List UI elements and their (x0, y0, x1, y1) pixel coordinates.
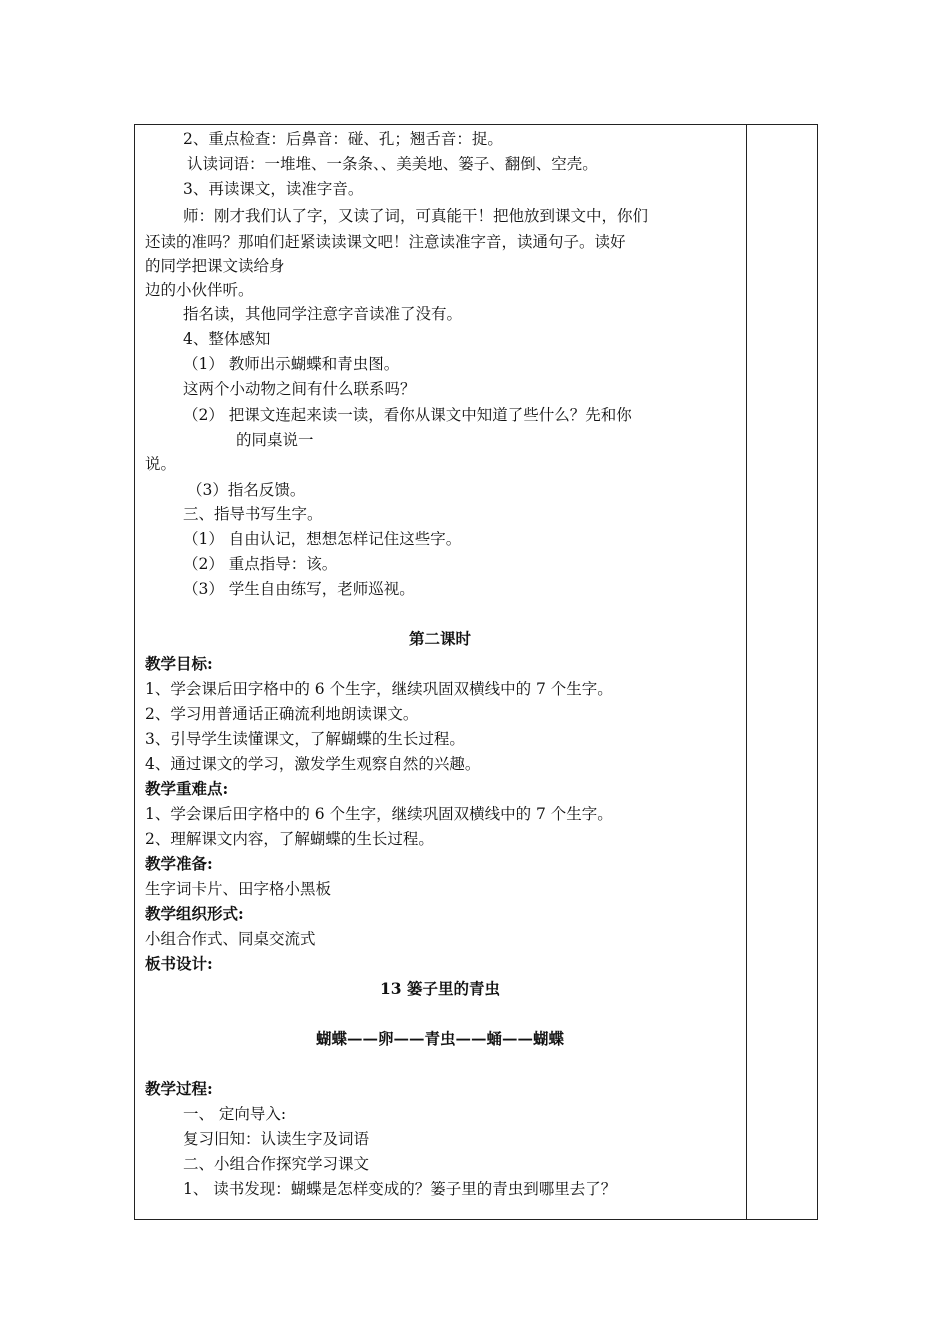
text-line: 师：刚才我们认了字，又读了词，可真能干！把他放到课文中，你们 (183, 207, 649, 225)
text-line: 小组合作式、同桌交流式 (145, 930, 316, 948)
heading-key-points: 教学重难点: (145, 779, 229, 798)
text-line: 的同桌说一 (236, 431, 314, 449)
text-line: （1） 教师出示蝴蝶和青虫图。 (183, 355, 400, 373)
text-line: 认读词语：一堆堆、一条条、、美美地、篓子、翻倒、空壳。 (187, 155, 598, 173)
text-line: 二、小组合作探究学习课文 (183, 1155, 370, 1173)
text-line: （2） 重点指导：该。 (183, 555, 338, 573)
text-line: 边的小伙伴听。 (145, 281, 254, 299)
lesson-plan-table (134, 124, 818, 1220)
text-line: 2、重点检查：后鼻音：碰、孔；翘舌音：捉。 (183, 130, 503, 148)
text-line: 这两个小动物之间有什么联系吗？ (183, 380, 416, 398)
text-line: 2、理解课文内容，了解蝴蝶的生长过程。 (145, 830, 434, 848)
text-line: 的同学把课文读给身 (145, 257, 285, 275)
text-line: 1、学会课后田字格中的 6 个生字，继续巩固双横线中的 7 个生字。 (145, 680, 613, 698)
text-line: 复习旧知：认读生字及词语 (183, 1130, 370, 1148)
text-line: 一、 定向导入: (183, 1105, 287, 1123)
text-line: 三、指导书写生字。 (183, 505, 323, 523)
section-title: 第二课时 (408, 629, 471, 648)
text-line: 1、学会课后田字格中的 6 个生字，继续巩固双横线中的 7 个生字。 (145, 805, 613, 823)
text-line: （3） 学生自由练写，老师巡视。 (183, 580, 415, 598)
heading-process: 教学过程: (145, 1079, 213, 1098)
text-line: 生字词卡片、田字格小黑板 (145, 880, 332, 898)
text-line: 4、整体感知 (183, 330, 271, 348)
heading-organization: 教学组织形式: (145, 904, 244, 923)
text-line: （3）指名反馈。 (187, 481, 306, 499)
board-sequence: 蝴蝶——卵——青虫——蛹——蝴蝶 (315, 1029, 564, 1048)
text-line: 指名读，其他同学注意字音读准了没有。 (183, 305, 463, 323)
text-line: 4、通过课文的学习，激发学生观察自然的兴趣。 (145, 755, 481, 773)
text-line: 2、学习用普通话正确流利地朗读课文。 (145, 705, 419, 723)
column-divider (746, 125, 747, 1219)
text-line: 还读的准吗？那咱们赶紧读读课文吧！注意读准字音，读通句子。读好 (145, 233, 626, 251)
text-line: 3、再读课文，读准字音。 (183, 180, 364, 198)
heading-preparation: 教学准备: (145, 854, 213, 873)
text-line: （1） 自由认记，想想怎样记住这些字。 (183, 530, 462, 548)
board-title: 13 篓子里的青虫 (380, 979, 500, 998)
text-line: 说。 (145, 455, 177, 473)
text-line: 3、引导学生读懂课文，了解蝴蝶的生长过程。 (145, 730, 465, 748)
text-line: 1、 读书发现：蝴蝶是怎样变成的？篓子里的青虫到哪里去了？ (183, 1180, 617, 1198)
heading-board-design: 板书设计: (145, 954, 213, 973)
heading-objectives: 教学目标: (145, 654, 213, 673)
text-line: （2） 把课文连起来读一读，看你从课文中知道了些什么？先和你 (183, 406, 632, 424)
